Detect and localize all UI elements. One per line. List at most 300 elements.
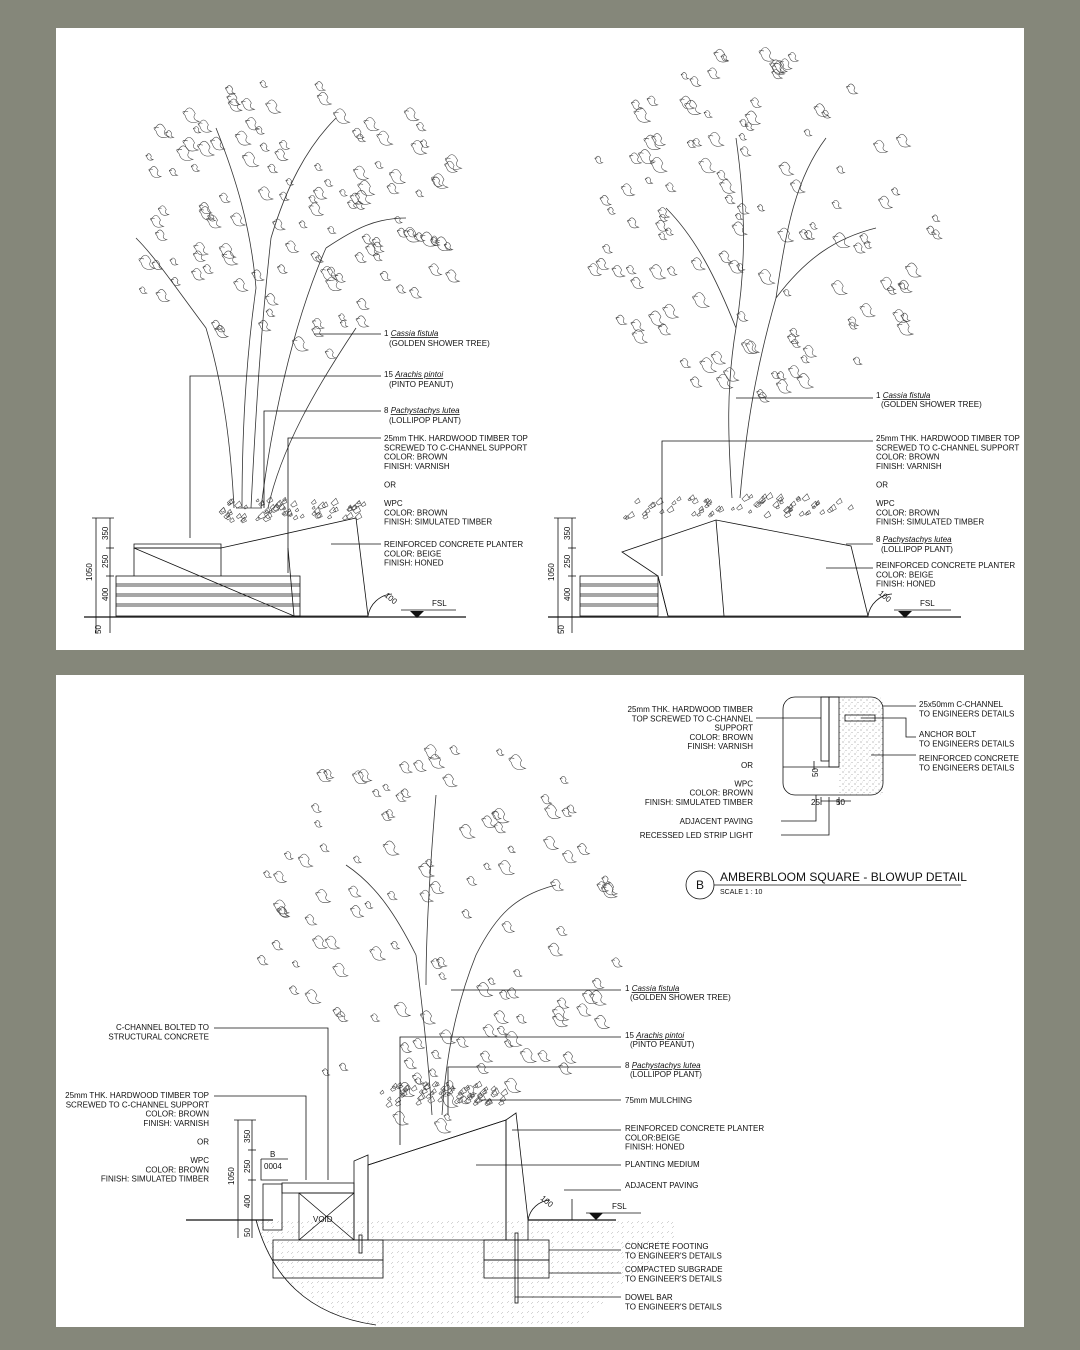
leaf-cluster xyxy=(320,844,329,852)
leaf-cluster xyxy=(514,969,522,976)
leaf-cluster xyxy=(399,762,412,773)
shrub-leaf xyxy=(312,506,315,509)
leaf-cluster xyxy=(314,821,321,828)
lollipop-shrubs-right xyxy=(623,492,853,519)
note-line: COLOR: BROWN xyxy=(689,732,753,742)
svg-text:15 Arachis pintoi xyxy=(384,370,443,379)
dim-50-right: 50 xyxy=(557,625,566,634)
leaf-cluster xyxy=(690,77,701,87)
leaf-cluster xyxy=(404,108,419,121)
note-line: REINFORCED CONCRETE PLANTER xyxy=(876,561,1016,570)
leaf-cluster xyxy=(272,940,283,950)
fsl-label-section: FSL xyxy=(612,1202,627,1211)
bottom-section-drawing xyxy=(56,675,1024,1327)
leaf-cluster xyxy=(704,111,712,118)
leaf-cluster xyxy=(801,355,809,362)
leaf-cluster xyxy=(183,137,198,151)
svg-text:8 Pachystachys lutea xyxy=(384,406,460,415)
leaf-cluster xyxy=(309,203,323,216)
leaf-cluster xyxy=(327,267,337,276)
note-line: STRUCTURAL CONCRETE xyxy=(108,1032,209,1042)
leaf-cluster xyxy=(412,1073,424,1084)
dim-50-section: 50 xyxy=(243,1228,252,1237)
lollipop-species-left: Pachystachys lutea xyxy=(390,406,460,415)
leaf-cluster xyxy=(720,179,735,193)
leaf-cluster xyxy=(183,108,199,123)
shrub-leaf xyxy=(697,513,700,516)
leaf-cluster xyxy=(210,137,224,150)
shrub-leaf xyxy=(475,1081,482,1088)
leaf-cluster xyxy=(358,769,372,781)
leaf-cluster xyxy=(426,859,434,866)
leaf-cluster xyxy=(577,1004,591,1016)
leaf-cluster xyxy=(649,311,665,326)
leaf-cluster xyxy=(177,146,193,161)
title-text: AMBERBLOOM SQUARE - BLOWUP DETAIL xyxy=(720,870,967,884)
note-line: TO ENGINEERS DETAILS xyxy=(919,763,1015,773)
leaf-cluster xyxy=(325,936,339,949)
note-line: FINISH: HONED xyxy=(384,558,444,568)
leaf-cluster xyxy=(393,1111,408,1125)
leaf-cluster xyxy=(193,251,205,262)
leaf-cluster xyxy=(268,164,278,173)
leaf-cluster xyxy=(420,140,429,148)
leaf-cluster xyxy=(373,789,381,797)
leaf-cluster xyxy=(732,222,747,235)
leaf-cluster xyxy=(416,122,425,131)
note-line: 25mm THK. HARDWOOD TIMBER TOP xyxy=(876,434,1020,443)
shrub-leaf xyxy=(331,498,338,505)
shrub-leaf xyxy=(773,501,779,507)
leaf-cluster xyxy=(139,287,147,294)
note-line: TO ENGINEERS DETAILS xyxy=(919,739,1015,749)
leaf-cluster xyxy=(631,277,644,288)
note-line: SCREWED TO C-CHANNEL SUPPORT xyxy=(65,1100,209,1110)
shrub-leaf xyxy=(748,510,751,513)
note-line: COLOR: BEIGE xyxy=(384,549,442,559)
shrub-leaf xyxy=(692,498,698,504)
fsl-label-right: FSL xyxy=(920,599,935,608)
leaf-cluster xyxy=(228,99,242,111)
leaf-cluster xyxy=(222,251,238,265)
dim-100-section: 100 xyxy=(538,1193,555,1210)
leaf-cluster xyxy=(577,844,589,855)
shrub-leaf xyxy=(327,515,331,519)
leaf-cluster xyxy=(169,168,177,175)
note-line: FINISH: HONED xyxy=(625,1142,685,1152)
shrub-leaf xyxy=(269,510,272,513)
leaf-cluster xyxy=(383,784,390,790)
shrub-leaf xyxy=(749,494,753,498)
shrub-leaf xyxy=(799,511,804,516)
leaf-cluster xyxy=(735,213,742,219)
leaf-cluster xyxy=(658,233,666,240)
leaf-cluster xyxy=(600,195,611,205)
leaf-cluster xyxy=(284,851,293,859)
leaf-cluster xyxy=(783,289,790,296)
dim-25: 25 xyxy=(811,798,820,807)
leaf-cluster xyxy=(832,200,841,208)
leaf-cluster xyxy=(191,268,204,280)
leaf-cluster xyxy=(274,871,287,882)
leaf-cluster xyxy=(266,100,281,113)
leaf-cluster xyxy=(305,915,317,925)
leaf-cluster xyxy=(717,170,728,180)
leaf-cluster xyxy=(444,1114,451,1121)
leaf-cluster xyxy=(484,863,491,870)
shrub-leaf xyxy=(291,501,298,508)
detail-c-channel-note xyxy=(919,700,1014,718)
leaf-cluster xyxy=(602,244,612,253)
leaf-cluster xyxy=(680,96,694,109)
note-line: FINISH: SIMULATED TIMBER xyxy=(100,1174,209,1184)
concrete-planter-left xyxy=(134,518,368,616)
note-line: TO ENGINEER'S DETAILS xyxy=(625,1302,722,1312)
callout-letter: B xyxy=(270,1150,276,1159)
dim-350-section: 350 xyxy=(243,1129,252,1143)
leaf-cluster xyxy=(745,123,754,131)
leaf-cluster xyxy=(480,1051,492,1062)
planter-note-left xyxy=(384,540,523,568)
leaf-cluster xyxy=(737,263,745,270)
leaf-cluster xyxy=(711,351,725,364)
leaf-cluster xyxy=(439,973,446,980)
shrub-leaf xyxy=(387,1097,391,1101)
leaf-cluster xyxy=(810,223,817,230)
leaf-cluster xyxy=(552,1006,568,1021)
mulching-label: 75mm MULCHING xyxy=(625,1096,693,1105)
lollipop-common-section: (LOLLIPOP PLANT) xyxy=(630,1070,702,1079)
leaf-cluster xyxy=(383,841,399,855)
note-line: CONCRETE FOOTING xyxy=(625,1242,709,1251)
leaf-cluster xyxy=(626,265,636,274)
leaf-cluster xyxy=(757,205,764,211)
leaf-cluster xyxy=(873,140,887,153)
tree-qty-section: 1 xyxy=(625,984,630,993)
leaf-cluster xyxy=(371,1014,380,1022)
shrub-leaf xyxy=(293,515,298,520)
shrub-leaf xyxy=(391,1086,396,1091)
leaf-cluster xyxy=(560,776,568,783)
leaf-cluster xyxy=(557,998,568,1008)
leaf-cluster xyxy=(901,313,910,321)
note-line: COLOR:BEIGE xyxy=(625,1133,681,1143)
leaf-cluster xyxy=(389,169,405,183)
shrub-leaf xyxy=(802,494,809,501)
leaf-cluster xyxy=(612,265,625,277)
drawing-title xyxy=(686,870,967,899)
shrub-leaf xyxy=(848,505,853,510)
dim-250-right: 250 xyxy=(563,554,572,568)
detail-adjacent-paving: ADJACENT PAVING xyxy=(679,817,753,826)
note-line: WPC xyxy=(734,779,753,789)
leaf-cluster xyxy=(260,143,269,151)
leaf-cluster xyxy=(799,229,810,239)
leaf-cluster xyxy=(520,1048,536,1062)
leaf-cluster xyxy=(494,823,505,833)
tree-common-right: (GOLDEN SHOWER TREE) xyxy=(881,400,982,409)
planter-note-right xyxy=(876,561,1015,589)
bottom-section-sheet xyxy=(56,675,1024,1327)
leaf-cluster xyxy=(326,277,341,291)
shrub-leaf xyxy=(329,507,335,513)
leaf-cluster xyxy=(191,164,199,171)
tree-common-left: (GOLDEN SHOWER TREE) xyxy=(389,339,490,348)
labels-left xyxy=(384,329,528,568)
leaf-cluster xyxy=(414,760,426,771)
leaf-cluster xyxy=(401,789,411,798)
adjacent-paving-label: ADJACENT PAVING xyxy=(625,1181,699,1190)
leaf-cluster xyxy=(370,946,385,960)
note-line: SUPPORT xyxy=(714,723,753,733)
shrub-leaf xyxy=(492,1088,499,1095)
leaf-cluster xyxy=(313,936,327,949)
leaf-cluster xyxy=(231,213,246,226)
leaf-cluster xyxy=(362,234,373,244)
peanut-common-left: (PINTO PEANUT) xyxy=(389,380,454,389)
leaf-cluster xyxy=(750,98,761,108)
note-line: DOWEL BAR xyxy=(625,1293,673,1302)
shrub-leaf xyxy=(361,502,366,507)
leaf-cluster xyxy=(347,200,356,208)
leaf-cluster xyxy=(299,221,307,228)
leaf-cluster xyxy=(831,281,847,295)
leaf-cluster xyxy=(409,287,421,298)
leaf-cluster xyxy=(719,251,732,263)
note-line: FINISH: SIMULATED TIMBER xyxy=(644,798,753,807)
leaf-cluster xyxy=(663,304,679,318)
leaf-cluster xyxy=(353,166,368,180)
leaf-cluster xyxy=(517,1014,527,1023)
leaf-cluster xyxy=(333,963,348,977)
shrub-leaf xyxy=(699,509,703,513)
leaf-cluster xyxy=(758,269,775,284)
leaf-cluster xyxy=(544,836,559,849)
note-line: COLOR: BROWN xyxy=(145,1109,209,1119)
note-line: OR xyxy=(876,480,888,490)
shrub-leaf xyxy=(380,1090,384,1094)
leaf-cluster xyxy=(588,264,601,276)
shrub-leaf xyxy=(256,517,260,521)
leaf-cluster xyxy=(266,309,275,317)
shrub-leaf xyxy=(836,498,842,504)
leaf-cluster xyxy=(488,978,495,984)
leaf-cluster xyxy=(779,162,794,175)
leaf-cluster xyxy=(505,1078,521,1092)
leaf-cluster xyxy=(420,890,433,902)
leaf-cluster xyxy=(324,179,332,186)
leaf-cluster xyxy=(482,816,495,828)
dim-350-right: 350 xyxy=(563,526,572,540)
leaf-cluster xyxy=(582,990,597,1003)
leaf-cluster xyxy=(150,215,163,227)
leaf-cluster xyxy=(638,149,654,163)
leaf-cluster xyxy=(687,140,695,147)
leaf-cluster xyxy=(158,206,169,216)
leaf-cluster xyxy=(429,264,442,276)
leaf-cluster xyxy=(146,154,153,161)
leaf-cluster xyxy=(289,986,298,995)
leaf-cluster xyxy=(854,243,865,253)
leaf-cluster xyxy=(631,100,642,110)
leaf-cluster xyxy=(652,134,665,146)
note-line: 25mm THK. HARDWOOD TIMBER TOP xyxy=(384,434,528,443)
note-line: OR xyxy=(384,480,396,490)
leaf-cluster xyxy=(436,957,446,966)
leaf-cluster xyxy=(445,161,457,172)
leaf-cluster xyxy=(740,119,748,127)
leaf-cluster xyxy=(154,124,169,138)
leaf-cluster xyxy=(721,54,728,61)
shrub-leaf xyxy=(648,502,655,509)
note-line: OR xyxy=(197,1137,209,1147)
leaf-cluster xyxy=(193,126,200,132)
peanut-qty-section: 15 xyxy=(625,1031,634,1040)
detail-timber-note xyxy=(628,705,754,807)
leaf-cluster xyxy=(316,889,331,902)
leaf-cluster xyxy=(632,330,647,344)
shrub-leaf xyxy=(692,511,697,516)
dim-250-section: 250 xyxy=(243,1159,252,1173)
note-line: TO ENGINEER'S DETAILS xyxy=(625,1274,722,1284)
shrub-leaf xyxy=(672,501,676,505)
leaf-cluster xyxy=(595,156,603,163)
leaf-cluster xyxy=(759,47,774,61)
leaf-cluster xyxy=(647,96,658,106)
leaf-cluster xyxy=(339,1063,348,1071)
leaf-cluster xyxy=(171,277,180,285)
leaf-cluster xyxy=(324,770,334,779)
leaf-cluster xyxy=(446,270,460,282)
leaf-cluster xyxy=(507,988,518,998)
leaf-cluster xyxy=(386,809,395,817)
timber-bench-left xyxy=(116,576,300,616)
leaf-cluster xyxy=(257,955,268,964)
leaf-cluster xyxy=(357,134,366,142)
leaf-cluster xyxy=(235,131,251,145)
leaf-cluster xyxy=(279,140,289,149)
leaf-cluster xyxy=(776,380,791,393)
leaf-cluster xyxy=(265,294,278,306)
leaf-cluster xyxy=(155,230,167,241)
leaf-cluster xyxy=(771,371,779,378)
leaf-cluster xyxy=(699,158,715,173)
shrub-leaf xyxy=(295,508,299,512)
leaf-cluster xyxy=(311,804,321,813)
shrub-leaf xyxy=(241,517,247,523)
svg-text:15 Arachis pintoi xyxy=(625,1031,684,1040)
leaf-cluster xyxy=(443,774,457,787)
note-line: ANCHOR BOLT xyxy=(919,730,977,739)
leaf-cluster xyxy=(357,299,369,310)
note-line: WPC xyxy=(384,499,403,509)
leaf-cluster xyxy=(387,891,397,900)
lollipop-common-left: (LOLLIPOP PLANT) xyxy=(389,416,461,425)
lollipop-common-right: (LOLLIPOP PLANT) xyxy=(881,545,953,554)
leaf-cluster xyxy=(666,183,676,192)
leaf-cluster xyxy=(285,241,298,253)
leaf-cluster xyxy=(275,149,288,161)
svg-text:1 Cassia fistula xyxy=(876,391,931,400)
callout-sheet: 0004 xyxy=(264,1162,282,1171)
title-marker: B xyxy=(695,878,705,892)
shrub-leaf xyxy=(731,507,734,510)
leaf-cluster xyxy=(312,326,324,336)
leaf-cluster xyxy=(394,1002,410,1016)
leaf-cluster xyxy=(538,1051,550,1062)
tree-canopy-right xyxy=(588,47,942,402)
note-line: FINISH: VARNISH xyxy=(687,742,753,752)
peanut-common-section: (PINTO PEANUT) xyxy=(630,1040,695,1049)
leaf-cluster xyxy=(225,86,235,95)
note-line: TO ENGINEER'S DETAILS xyxy=(625,1251,722,1261)
note-line: FINISH: VARNISH xyxy=(876,461,942,471)
detail-led-strip: RECESSED LED STRIP LIGHT xyxy=(639,831,753,840)
fsl-marker-section xyxy=(589,1213,603,1220)
fsl-label-left: FSL xyxy=(432,599,447,608)
leaf-cluster xyxy=(258,187,273,200)
note-line: 25mm THK. HARDWOOD TIMBER xyxy=(627,705,753,714)
left-elevation xyxy=(84,81,528,634)
leaf-cluster xyxy=(708,68,720,79)
leaf-cluster xyxy=(691,258,705,270)
leaf-cluster xyxy=(548,943,562,956)
leaf-cluster xyxy=(166,131,174,138)
leaf-cluster xyxy=(595,1015,610,1028)
note-line: 25mm THK. HARDWOOD TIMBER TOP xyxy=(65,1091,209,1100)
dim-400-left: 400 xyxy=(101,587,110,601)
labels-right xyxy=(876,391,1020,589)
leaf-cluster xyxy=(364,117,379,130)
lollipop-qty-left: 8 xyxy=(384,406,389,415)
dim-total-left: 1050 xyxy=(85,563,94,581)
leaf-cluster xyxy=(395,216,402,223)
note-line: COLOR: BROWN xyxy=(384,508,448,518)
leaf-cluster xyxy=(592,978,603,988)
leaf-cluster xyxy=(152,260,162,269)
leaf-cluster xyxy=(277,906,288,916)
shrub-leaf xyxy=(426,1094,431,1099)
leaf-cluster xyxy=(550,879,563,891)
dim-350-left: 350 xyxy=(101,526,110,540)
leaf-cluster xyxy=(366,244,379,255)
shrub-leaf xyxy=(256,499,259,502)
shrub-leaf xyxy=(790,501,796,507)
leaf-cluster xyxy=(333,109,349,124)
leaf-cluster xyxy=(645,177,652,184)
title-scale: SCALE 1 : 10 xyxy=(720,889,763,896)
blowup-detail xyxy=(628,697,1020,840)
leaf-cluster xyxy=(708,132,724,146)
leaf-cluster xyxy=(680,358,690,367)
leaf-cluster xyxy=(927,226,937,235)
note-line: REINFORCED CONCRETE PLANTER xyxy=(384,540,524,549)
leaf-cluster xyxy=(391,941,400,949)
note-line: 25x50mm C-CHANNEL xyxy=(919,700,1004,709)
leaf-cluster xyxy=(891,188,899,195)
right-elevation xyxy=(547,47,1020,634)
leaf-cluster xyxy=(273,219,285,230)
leaf-cluster xyxy=(644,135,660,150)
leaf-cluster xyxy=(477,982,493,996)
leaf-cluster xyxy=(860,303,875,317)
top-elevations-sheet xyxy=(56,28,1024,650)
leaf-cluster xyxy=(462,910,471,919)
leaf-cluster xyxy=(450,746,460,755)
c-channel-bolted-note xyxy=(108,1023,209,1041)
leaf-cluster xyxy=(207,215,221,228)
leaf-cluster xyxy=(725,195,735,204)
